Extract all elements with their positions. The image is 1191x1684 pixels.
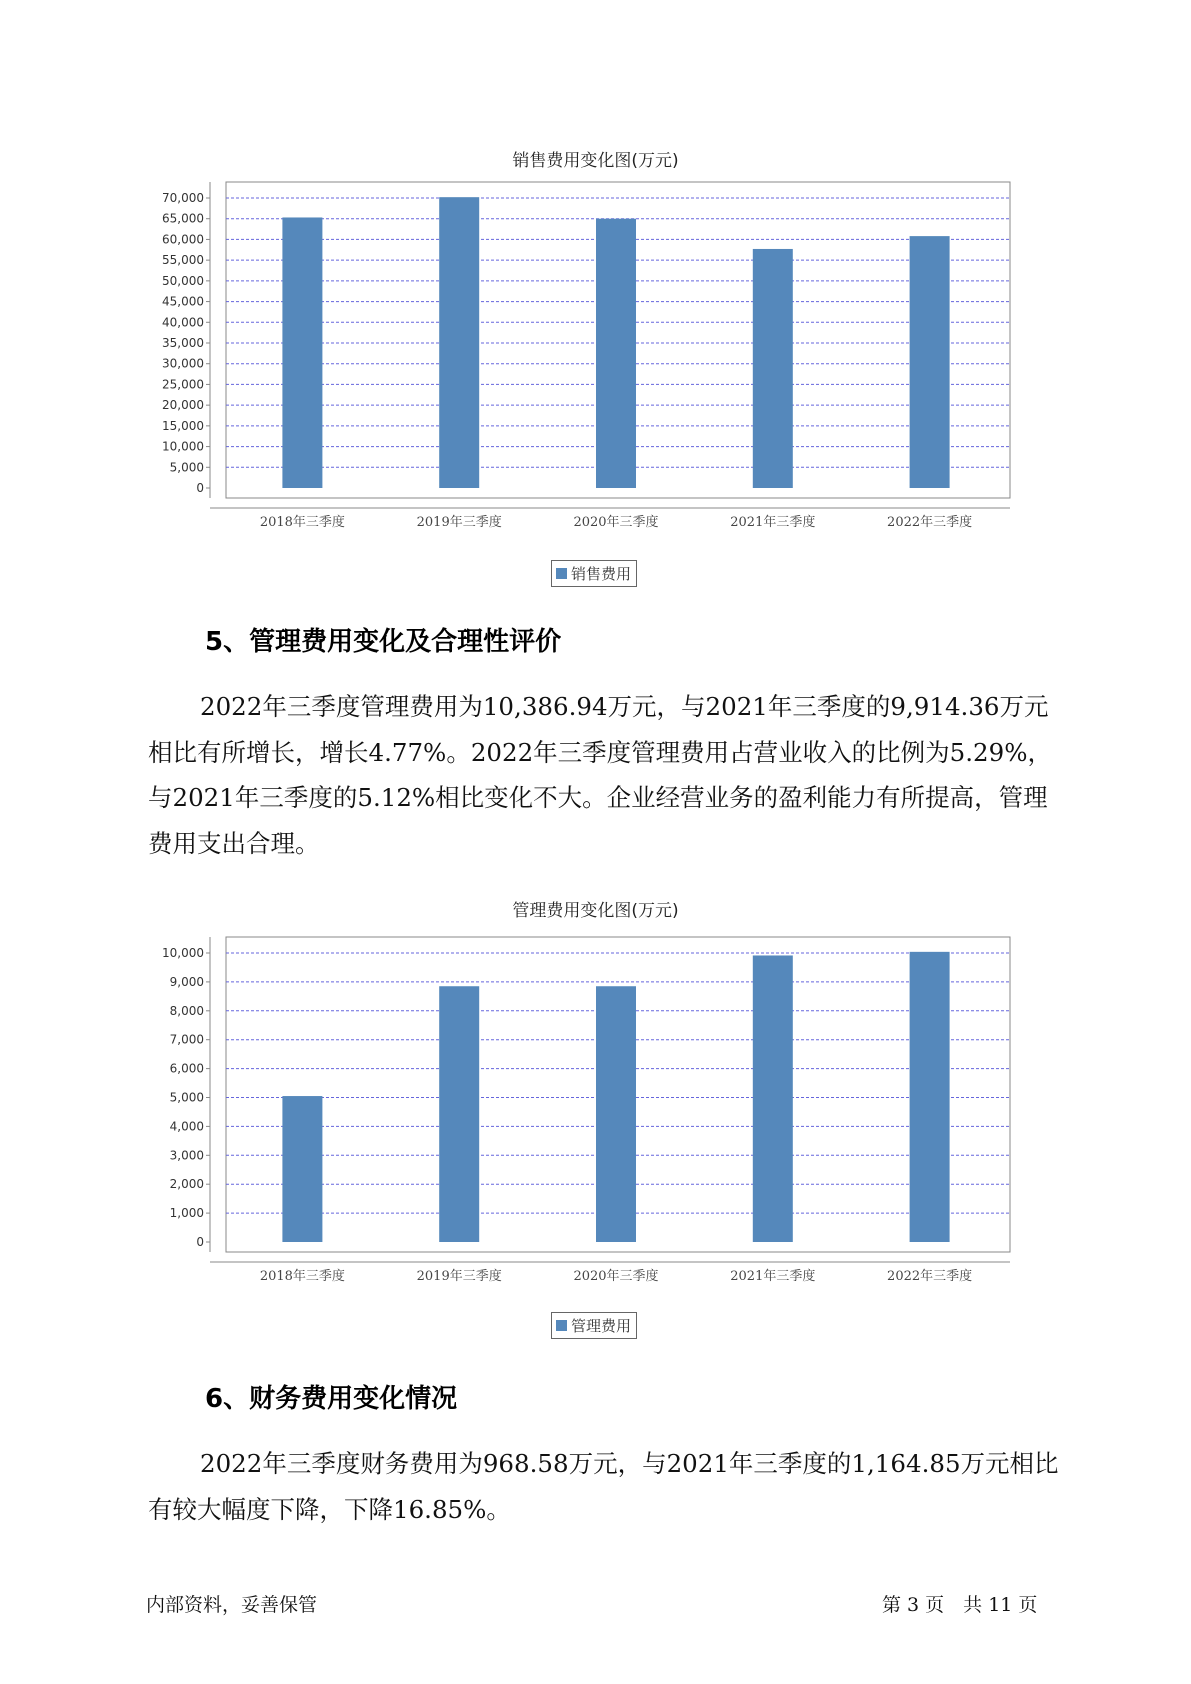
footer-confidential: 内部资料，妥善保管: [146, 1594, 318, 1616]
section-5-heading: 5、管理费用变化及合理性评价: [205, 627, 562, 657]
x-tick-label: 2021年三季度: [730, 515, 816, 530]
bar: [282, 217, 322, 488]
bar: [439, 197, 479, 488]
y-tick-label: 65,000: [162, 211, 204, 226]
y-tick-label: 4,000: [169, 1119, 204, 1134]
legend-swatch: [556, 1320, 567, 1331]
y-tick-label: 6,000: [169, 1061, 204, 1076]
admin-expense-chart: [150, 925, 1030, 1345]
x-tick-label: 2022年三季度: [887, 1269, 973, 1284]
section-5-paragraph: 2022年三季度管理费用为10,386.94万元，与2021年三季度的9,914.36万元相比有所增长，增长4.77%。2022年三季度管理费用占营业收入的比例为5.29%，与2021年三季度的5.12%相比变化不大。企业经营业务的盈利能力有所提高，管理费用支出合理。: [148, 692, 1053, 858]
legend-swatch: [556, 568, 567, 579]
y-tick-label: 45,000: [162, 294, 204, 309]
y-tick-label: 50,000: [162, 273, 204, 288]
y-tick-label: 15,000: [162, 418, 204, 433]
y-tick-label: 0: [196, 1235, 204, 1249]
y-tick-label: 35,000: [162, 336, 204, 350]
y-tick-label: 7,000: [169, 1032, 204, 1047]
x-tick-label: 2020年三季度: [573, 1269, 659, 1284]
x-tick-label: 2022年三季度: [887, 515, 973, 530]
bar: [910, 952, 950, 1242]
bar: [753, 249, 793, 488]
y-tick-label: 5,000: [169, 1090, 204, 1105]
y-tick-label: 30,000: [162, 356, 204, 371]
y-tick-label: 25,000: [162, 377, 204, 392]
x-tick-label: 2019年三季度: [416, 1269, 502, 1284]
y-tick-label: 10,000: [162, 439, 204, 454]
footer-page-number: 第 3 页 共 11 页: [882, 1594, 1038, 1616]
y-tick-label: 20,000: [162, 398, 204, 413]
y-tick-label: 3,000: [169, 1148, 204, 1163]
bar: [596, 219, 636, 488]
admin-chart-legend: [551, 1312, 637, 1339]
legend-label: 管理费用: [571, 1317, 632, 1335]
section-6-heading: 6、财务费用变化情况: [205, 1384, 458, 1414]
sales-chart-title: 销售费用变化图(万元): [512, 151, 679, 171]
y-tick-label: 0: [196, 481, 204, 495]
y-tick-label: 8,000: [169, 1003, 204, 1018]
x-tick-label: 2018年三季度: [259, 515, 345, 530]
bar: [439, 986, 479, 1242]
y-tick-label: 70,000: [162, 191, 204, 205]
y-tick-label: 1,000: [169, 1206, 204, 1221]
y-tick-label: 10,000: [162, 946, 204, 960]
y-tick-label: 55,000: [162, 253, 204, 268]
y-tick-label: 9,000: [169, 974, 204, 989]
x-tick-label: 2021年三季度: [730, 1269, 816, 1284]
admin-chart-title: 管理费用变化图(万元): [512, 901, 679, 921]
sales-chart-legend: [551, 560, 637, 587]
sales-expense-chart: [150, 172, 1030, 592]
bar: [282, 1096, 322, 1242]
y-tick-label: 40,000: [162, 315, 204, 330]
section-6-paragraph: 2022年三季度财务费用为968.58万元，与2021年三季度的1,164.85万元相比有较大幅度下降，下降16.85%。: [148, 1449, 1059, 1524]
legend-label: 销售费用: [571, 565, 632, 583]
y-tick-label: 60,000: [162, 232, 204, 247]
y-tick-label: 2,000: [169, 1177, 204, 1192]
bar: [753, 955, 793, 1242]
bar: [910, 236, 950, 488]
x-tick-label: 2018年三季度: [259, 1269, 345, 1284]
x-tick-label: 2020年三季度: [573, 515, 659, 530]
bar: [596, 986, 636, 1242]
x-tick-label: 2019年三季度: [416, 515, 502, 530]
y-tick-label: 5,000: [169, 460, 204, 475]
